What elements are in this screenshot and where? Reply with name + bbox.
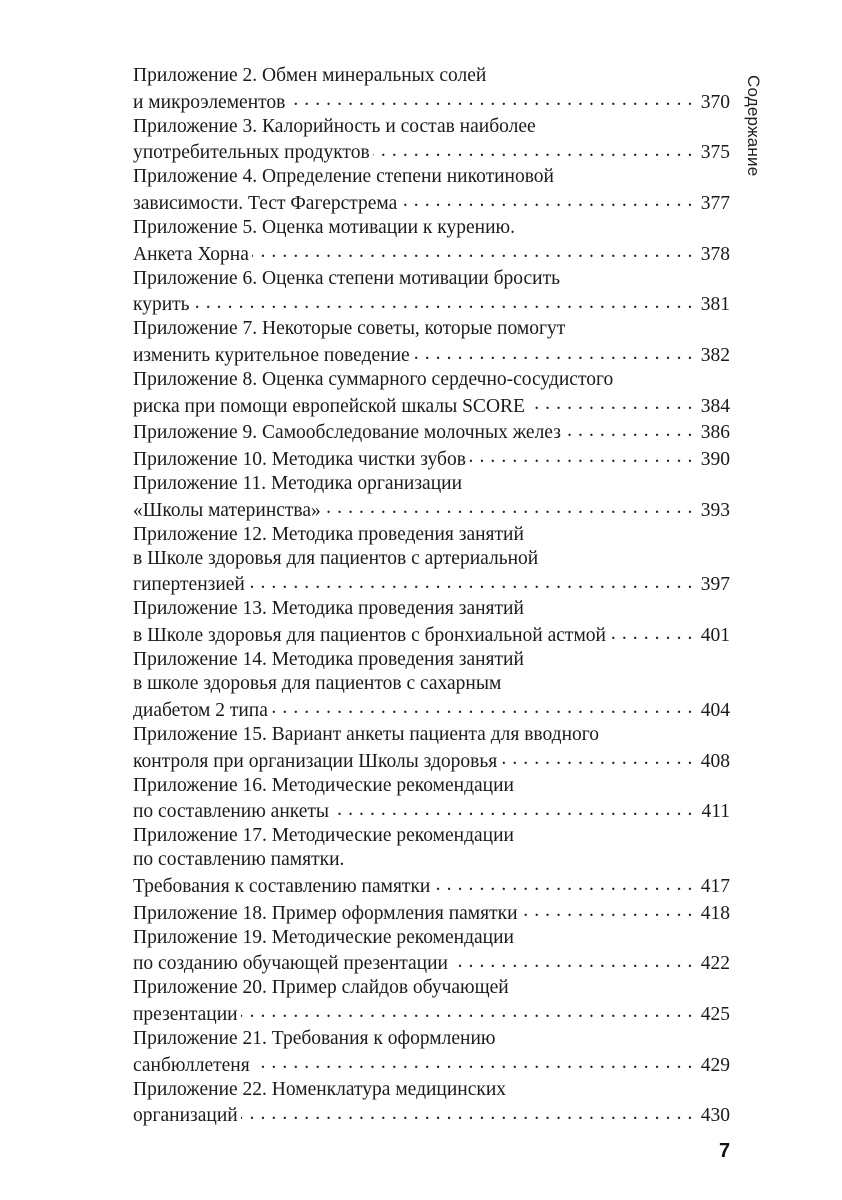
toc-entry-last-line bbox=[133, 1051, 730, 1078]
dot-leader bbox=[500, 747, 693, 767]
toc-entry-line bbox=[133, 597, 730, 621]
dot-leader bbox=[400, 189, 693, 209]
toc-entry-line bbox=[133, 547, 730, 571]
toc-entry bbox=[133, 523, 730, 598]
toc-entry-text: по составлению памятки. bbox=[133, 849, 345, 871]
page-number: 7 bbox=[719, 1140, 731, 1162]
toc-entry-text: Приложение 9. Самообследование молочных желез bbox=[133, 422, 561, 444]
toc-page-number: 377 bbox=[700, 192, 730, 214]
toc-entry-line bbox=[133, 267, 730, 291]
dot-leader bbox=[451, 950, 693, 970]
toc-entry-text: Приложение 11. Методика организации bbox=[133, 473, 463, 494]
toc-entry-line bbox=[133, 317, 730, 341]
toc-entry-text: санбюллетеня bbox=[133, 1054, 250, 1076]
toc-entry bbox=[133, 899, 730, 926]
toc-entry-line bbox=[133, 216, 730, 240]
toc-entry-text: Приложение 2. Обмен минеральных солей bbox=[133, 65, 487, 86]
toc-entry-last-line bbox=[133, 88, 730, 115]
toc-entry-text: Требования к составлению памятки bbox=[133, 876, 431, 897]
toc-entry-text: презентации bbox=[133, 1003, 238, 1025]
toc-page-number: 370 bbox=[700, 91, 730, 113]
dot-leader bbox=[433, 873, 693, 893]
toc-entry-last-line bbox=[133, 342, 730, 369]
toc-entry-text: организаций bbox=[133, 1105, 238, 1127]
toc-entry-last-line bbox=[133, 747, 730, 774]
toc-entry-text: Приложение 3. Калорийность и состав наиболее bbox=[133, 115, 536, 137]
dot-leader bbox=[469, 445, 693, 465]
toc-entry-line bbox=[133, 1078, 730, 1102]
toc-page-number: 401 bbox=[700, 625, 730, 647]
toc-entry-text: по составлению анкеты bbox=[133, 801, 330, 823]
toc-entry bbox=[133, 472, 730, 523]
toc-entry-last-line bbox=[133, 571, 730, 598]
toc-entry-text: изменить курительное поведение bbox=[133, 345, 410, 367]
toc-entry bbox=[133, 165, 730, 216]
toc-entry-line bbox=[133, 165, 730, 189]
dot-leader bbox=[271, 696, 693, 716]
toc-entry bbox=[133, 317, 730, 368]
toc-entry-line bbox=[133, 648, 730, 672]
table-of-contents bbox=[133, 64, 730, 1128]
toc-page-number: 386 bbox=[700, 422, 730, 444]
dot-leader bbox=[253, 1051, 693, 1071]
dot-leader bbox=[248, 571, 693, 591]
toc-page-number: 378 bbox=[700, 243, 730, 265]
toc-entry bbox=[133, 64, 730, 115]
toc-entry-text: в Школе здоровья для пациентов с артериальной bbox=[133, 547, 539, 569]
toc-entry-text: и микроэлементов bbox=[133, 91, 286, 113]
toc-page-number: 384 bbox=[700, 395, 730, 417]
toc-entry bbox=[133, 368, 730, 419]
toc-entry-line bbox=[133, 472, 730, 496]
toc-entry-line bbox=[133, 926, 730, 950]
toc-page-number: 417 bbox=[700, 876, 730, 897]
toc-entry bbox=[133, 774, 730, 825]
toc-page-number: 425 bbox=[700, 1003, 730, 1025]
toc-entry-text: Приложение 10. Методика чистки зубов bbox=[133, 448, 466, 470]
dot-leader bbox=[252, 240, 693, 260]
dot-leader bbox=[332, 798, 693, 818]
toc-entry-last-line bbox=[133, 139, 730, 166]
toc-entry-text: Приложение 8. Оценка суммарного сердечно-сосудистого bbox=[133, 369, 614, 391]
toc-entry-text: Приложение 16. Методические рекомендации bbox=[133, 774, 514, 796]
toc-page-number: 408 bbox=[700, 750, 730, 772]
toc-entry-line bbox=[133, 64, 730, 88]
toc-entry-last-line bbox=[133, 798, 730, 825]
toc-entry bbox=[133, 597, 730, 648]
toc-entry-last-line bbox=[133, 419, 730, 446]
toc-page-number: 422 bbox=[700, 953, 730, 975]
toc-entry-last-line bbox=[133, 496, 730, 523]
toc-page-number: 404 bbox=[700, 699, 730, 721]
toc-entry-text: гипертензией bbox=[133, 574, 245, 596]
toc-entry-text: Приложение 19. Методические рекомендации bbox=[133, 926, 514, 948]
toc-page-number: 382 bbox=[700, 345, 730, 367]
dot-leader bbox=[324, 496, 693, 516]
toc-entry bbox=[133, 976, 730, 1027]
toc-entry bbox=[133, 216, 730, 267]
toc-entry-last-line bbox=[133, 445, 730, 472]
toc-entry-text: диабетом 2 типа bbox=[133, 699, 268, 721]
toc-entry-last-line bbox=[133, 189, 730, 216]
toc-entry-line bbox=[133, 368, 730, 392]
toc-entry-line bbox=[133, 115, 730, 139]
toc-entry-line bbox=[133, 848, 730, 872]
toc-entry bbox=[133, 648, 730, 723]
toc-page-number: 418 bbox=[700, 902, 730, 924]
toc-entry-line bbox=[133, 672, 730, 696]
toc-entry-last-line bbox=[133, 622, 730, 649]
toc-entry-last-line bbox=[133, 899, 730, 926]
dot-leader bbox=[528, 392, 693, 412]
toc-page-number: 393 bbox=[700, 499, 730, 521]
toc-entry-text: в Школе здоровья для пациентов с бронхиальной астмой bbox=[133, 625, 606, 647]
toc-entry-text: Приложение 17. Методические рекомендации bbox=[133, 825, 514, 847]
dot-leader bbox=[609, 622, 693, 642]
toc-entry-last-line bbox=[133, 240, 730, 267]
toc-page-number: 375 bbox=[700, 142, 730, 164]
dot-leader bbox=[413, 342, 693, 362]
toc-entry-line bbox=[133, 1027, 730, 1051]
dot-leader bbox=[564, 419, 693, 439]
toc-page-number: 381 bbox=[700, 294, 730, 316]
toc-entry-text: употребительных продуктов bbox=[133, 142, 370, 164]
toc-entry-text: курить bbox=[133, 294, 190, 316]
toc-page-number: 390 bbox=[700, 448, 730, 470]
toc-entry-text: Приложение 21. Требования к оформлению bbox=[133, 1028, 496, 1050]
dot-leader bbox=[241, 1000, 693, 1020]
dot-leader bbox=[193, 291, 693, 311]
dot-leader bbox=[373, 139, 693, 159]
toc-entry bbox=[133, 115, 730, 166]
toc-entry bbox=[133, 926, 730, 977]
toc-page-number: 430 bbox=[700, 1105, 730, 1127]
toc-entry bbox=[133, 1027, 730, 1078]
toc-entry-line bbox=[133, 774, 730, 798]
toc-entry-text: Приложение 12. Методика проведения занятий bbox=[133, 523, 524, 545]
toc-entry bbox=[133, 445, 730, 472]
toc-entry-last-line bbox=[133, 696, 730, 723]
toc-entry-last-line bbox=[133, 950, 730, 977]
toc-entry-line bbox=[133, 976, 730, 1000]
toc-entry-text: в школе здоровья для пациентов с сахарным bbox=[133, 673, 502, 695]
toc-entry-line bbox=[133, 523, 730, 547]
toc-entry-text: Приложение 22. Номенклатура медицинских bbox=[133, 1078, 507, 1100]
toc-entry-last-line bbox=[133, 392, 730, 419]
toc-entry-text: риска при помощи европейской шкалы SCORE bbox=[133, 395, 525, 417]
toc-entry-text: зависимости. Тест Фагерстрема bbox=[133, 192, 398, 214]
toc-entry-last-line bbox=[133, 873, 730, 900]
toc-entry bbox=[133, 824, 730, 899]
toc-entry-text: Приложение 18. Пример оформления памятки bbox=[133, 902, 518, 924]
toc-entry bbox=[133, 419, 730, 446]
toc-entry-text: контроля при организации Школы здоровья bbox=[133, 750, 498, 772]
toc-entry-line bbox=[133, 824, 730, 848]
toc-entry-text: Приложение 14. Методика проведения занятий bbox=[133, 649, 524, 671]
toc-entry-last-line bbox=[133, 1000, 730, 1027]
toc-entry-text: Приложение 5. Оценка мотивации к курению. bbox=[133, 217, 515, 239]
toc-entry-text: Анкета Хорна bbox=[133, 243, 249, 265]
toc-entry-text: Приложение 6. Оценка степени мотивации бросить bbox=[133, 267, 561, 289]
dot-leader bbox=[241, 1102, 693, 1122]
toc-entry-text: Приложение 4. Определение степени никотиновой bbox=[133, 166, 554, 188]
toc-entry-text: Приложение 7. Некоторые советы, которые помогут bbox=[133, 318, 566, 340]
toc-entry-line bbox=[133, 723, 730, 747]
toc-entry-text: Приложение 20. Пример слайдов обучающей bbox=[133, 977, 509, 999]
toc-page-number: 429 bbox=[700, 1054, 730, 1076]
dot-leader bbox=[521, 899, 693, 919]
toc-entry-text: Приложение 13. Методика проведения занятий bbox=[133, 598, 524, 620]
toc-entry bbox=[133, 1078, 730, 1129]
toc-entry-text: по созданию обучающей презентации bbox=[133, 953, 448, 975]
toc-entry-last-line bbox=[133, 1102, 730, 1129]
toc-entry-text: «Школы материнства» bbox=[133, 499, 321, 521]
toc-entry bbox=[133, 723, 730, 774]
toc-page-number: 397 bbox=[700, 574, 730, 596]
dot-leader bbox=[288, 88, 693, 108]
toc-entry bbox=[133, 267, 730, 318]
toc-entry-text: Приложение 15. Вариант анкеты пациента для вводного bbox=[133, 723, 600, 745]
toc-page-number: 411 bbox=[701, 801, 730, 823]
running-head: Содержание bbox=[744, 75, 763, 177]
toc-entry-last-line bbox=[133, 291, 730, 318]
